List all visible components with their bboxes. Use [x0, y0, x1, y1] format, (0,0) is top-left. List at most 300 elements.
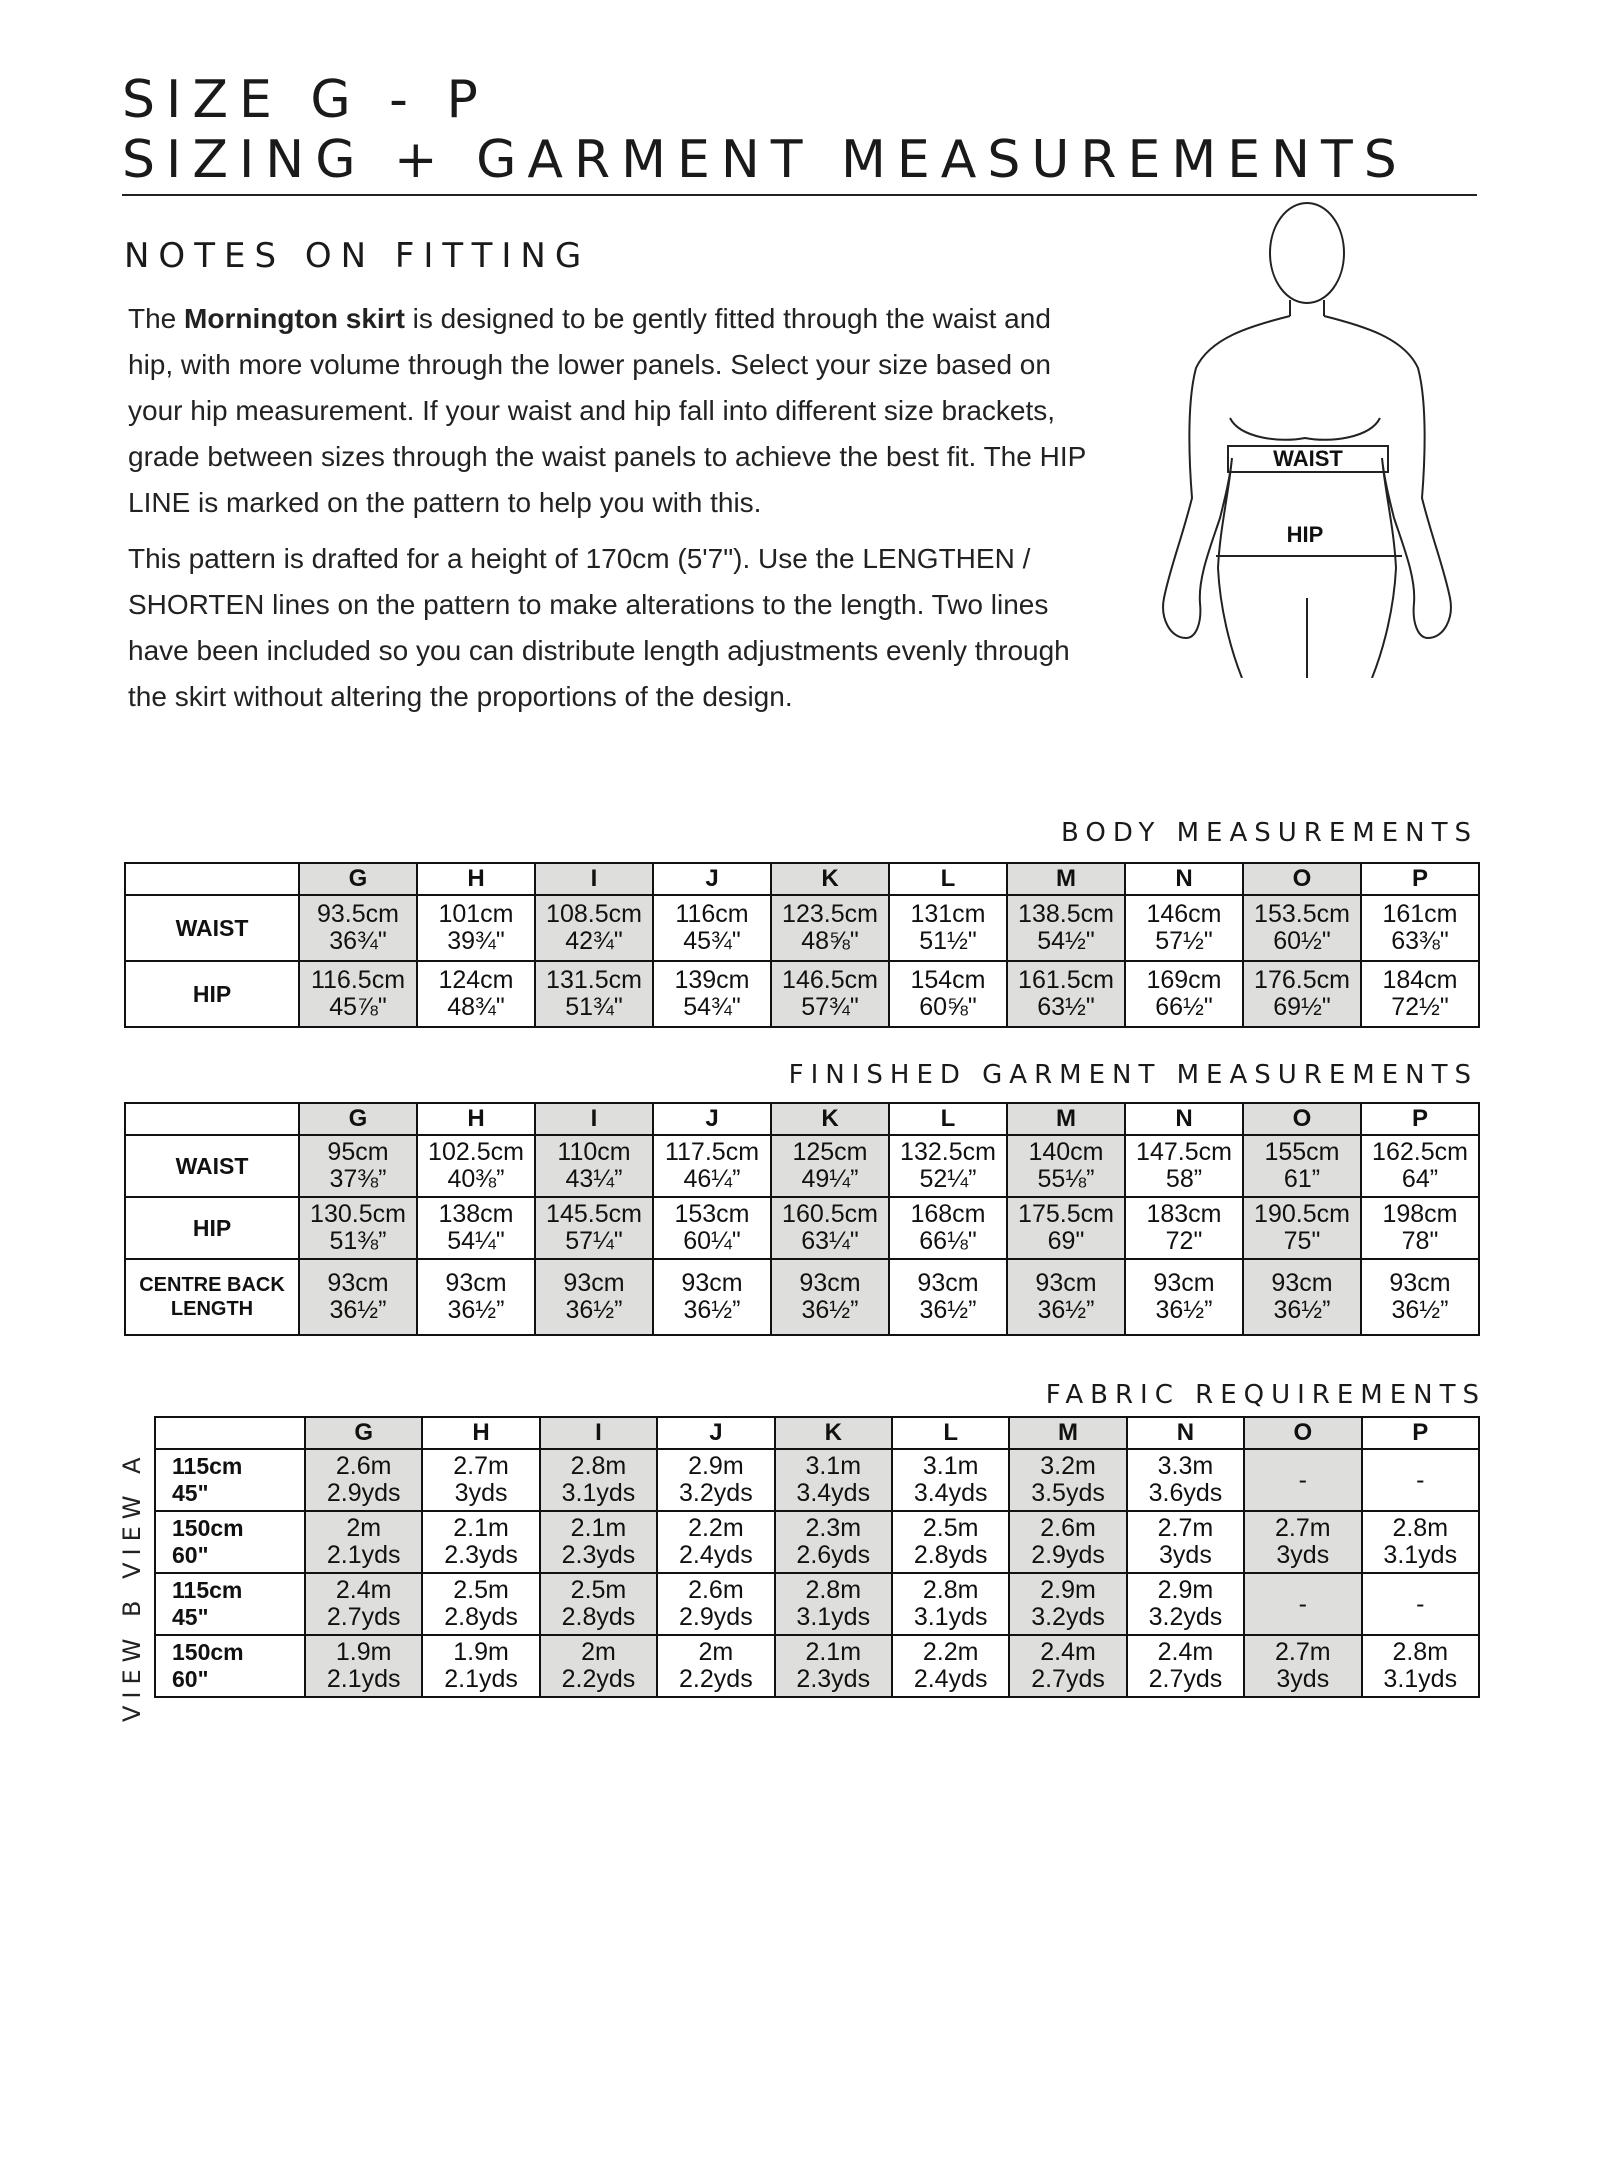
imperial-value: 48¾"	[447, 993, 505, 1021]
imperial-value: 78"	[1401, 1227, 1439, 1255]
imperial-value: 2.7yds	[1148, 1665, 1223, 1693]
figure-head	[1270, 203, 1344, 303]
size-header: O	[1243, 1103, 1361, 1135]
metric-value: 123.5cm	[782, 900, 878, 928]
measurement-cell	[1243, 1135, 1361, 1197]
metric-value: 2.8m	[570, 1452, 627, 1480]
row-label: HIP	[125, 961, 299, 1027]
measurement-cell	[1361, 961, 1479, 1027]
imperial-value: 3.4yds	[796, 1479, 871, 1507]
imperial-value: 2.3yds	[796, 1665, 871, 1693]
row-label: HIP	[125, 1197, 299, 1259]
metric-value: 131.5cm	[546, 966, 642, 994]
metric-value: 2.2m	[688, 1514, 744, 1542]
measurement-cell	[1007, 895, 1125, 961]
imperial-value: 51¾"	[565, 993, 623, 1021]
measurement-cell	[422, 1511, 539, 1573]
metric-value: 93cm	[1389, 1269, 1451, 1297]
imperial-value: 2.9yds	[1031, 1541, 1105, 1569]
metric-value: 93cm	[1035, 1269, 1097, 1297]
imperial-value: 39¾"	[447, 927, 505, 955]
figure-bust-line	[1230, 418, 1380, 440]
metric-value: 146.5cm	[782, 966, 878, 994]
size-header: L	[892, 1417, 1009, 1449]
imperial-value: 72½"	[1391, 993, 1449, 1021]
metric-value: 3.1m	[805, 1452, 862, 1480]
metric-value: 2.4m	[335, 1576, 392, 1604]
imperial-value: 36½”	[565, 1296, 623, 1324]
metric-value: 2.6m	[335, 1452, 392, 1480]
metric-value: 154cm	[910, 966, 986, 994]
imperial-value: 2.1yds	[326, 1541, 401, 1569]
measurement-cell	[657, 1635, 774, 1697]
measurement-cell	[1125, 1135, 1243, 1197]
metric-value: 168cm	[910, 1200, 986, 1228]
size-header: P	[1361, 1103, 1479, 1135]
imperial-value: 3.1yds	[796, 1603, 871, 1631]
metric-value: 2.8m	[1392, 1638, 1449, 1666]
measurement-cell	[540, 1449, 657, 1511]
size-header: G	[299, 1103, 417, 1135]
metric-value: 140cm	[1028, 1138, 1104, 1166]
measurement-cell	[1125, 1197, 1243, 1259]
measurement-cell	[1362, 1635, 1479, 1697]
metric-value: 2.6m	[688, 1576, 744, 1604]
imperial-value: 3yds	[1276, 1665, 1330, 1693]
measurement-cell	[775, 1635, 892, 1697]
measurement-cell	[1243, 895, 1361, 961]
size-header: M	[1009, 1417, 1126, 1449]
table-row	[125, 1197, 1479, 1259]
measurement-cell	[305, 1449, 422, 1511]
size-header: N	[1125, 1103, 1243, 1135]
metric-value: 2.7m	[1157, 1514, 1214, 1542]
measurement-cell	[1243, 961, 1361, 1027]
size-header-row	[155, 1417, 1479, 1449]
measurement-cell	[775, 1573, 892, 1635]
measurement-cell	[889, 961, 1007, 1027]
measurement-cell	[653, 1197, 771, 1259]
figure-torso-left	[1163, 316, 1290, 678]
measurement-cell	[653, 1135, 771, 1197]
imperial-value: 3yds	[1276, 1541, 1330, 1569]
imperial-value: 3.2yds	[679, 1479, 753, 1507]
measurement-cell	[1127, 1449, 1244, 1511]
row-label-line-2: 45"	[172, 1480, 209, 1506]
imperial-value: 3.1yds	[561, 1479, 636, 1507]
size-header: K	[771, 1103, 889, 1135]
imperial-value: 2.6yds	[796, 1541, 871, 1569]
metric-value: 3.2m	[1040, 1452, 1096, 1480]
measurement-cell	[1125, 1259, 1243, 1335]
metric-value: 2.9m	[688, 1452, 744, 1480]
metric-value: 93cm	[563, 1269, 625, 1297]
metric-value: 183cm	[1146, 1200, 1222, 1228]
notes-product-name: Mornington skirt	[184, 303, 405, 334]
metric-value: 2.4m	[1157, 1638, 1214, 1666]
finished-garment-table	[124, 1102, 1480, 1336]
imperial-value: 72"	[1165, 1227, 1203, 1255]
metric-value: 93cm	[1271, 1269, 1333, 1297]
body-measurements-table	[124, 862, 1480, 1028]
imperial-value: 60¼"	[683, 1227, 741, 1255]
measurement-cell	[1244, 1449, 1361, 1511]
measurement-cell	[1243, 1259, 1361, 1335]
metric-value: 2m	[698, 1638, 734, 1666]
size-header: K	[771, 863, 889, 895]
figure-waist-label: WAIST	[1273, 446, 1343, 471]
size-header: M	[1007, 1103, 1125, 1135]
size-header: I	[535, 1103, 653, 1135]
imperial-value: 2.8yds	[561, 1603, 636, 1631]
view-side-label: VIEW B VIEW A	[118, 1450, 146, 1722]
size-header: J	[657, 1417, 774, 1449]
imperial-value: 36½”	[1391, 1296, 1449, 1324]
measurement-cell	[889, 895, 1007, 961]
measurement-cell	[892, 1449, 1009, 1511]
measurement-cell	[1009, 1573, 1126, 1635]
imperial-value: 2.1yds	[444, 1665, 518, 1693]
imperial-value: 36½”	[1273, 1296, 1331, 1324]
metric-value: 2.1m	[453, 1514, 509, 1542]
measurement-cell	[1007, 1197, 1125, 1259]
imperial-value: 55⅛”	[1037, 1165, 1095, 1193]
imperial-value: 54¼"	[447, 1227, 505, 1255]
metric-value: 153cm	[674, 1200, 750, 1228]
imperial-value: 2.4yds	[679, 1541, 753, 1569]
table-row	[155, 1511, 1479, 1573]
row-label-line-2: 45"	[172, 1604, 209, 1630]
measurement-cell	[1007, 961, 1125, 1027]
metric-value: 145.5cm	[546, 1200, 642, 1228]
measurement-cell	[889, 1259, 1007, 1335]
metric-value: 198cm	[1382, 1200, 1458, 1228]
metric-value: 93cm	[1153, 1269, 1215, 1297]
corner-cell	[125, 863, 299, 895]
row-label-line-1: 150cm	[172, 1515, 244, 1541]
imperial-value: 45⅞"	[329, 993, 387, 1021]
row-label	[155, 1573, 305, 1635]
imperial-value: 2.3yds	[444, 1541, 518, 1569]
measurement-cell	[540, 1511, 657, 1573]
imperial-value: 63¼"	[801, 1227, 859, 1255]
metric-value: 2.5m	[570, 1576, 627, 1604]
metric-value: 2.5m	[922, 1514, 979, 1542]
imperial-value: 36½”	[329, 1296, 387, 1324]
measurement-cell	[771, 961, 889, 1027]
size-header-row	[125, 1103, 1479, 1135]
imperial-value: 36½”	[447, 1296, 505, 1324]
imperial-value: 54½"	[1037, 927, 1095, 955]
body-figure-illustration	[1130, 198, 1480, 678]
measurement-cell	[892, 1635, 1009, 1697]
imperial-value: 64”	[1401, 1165, 1439, 1193]
notes-paragraph-1	[128, 296, 1098, 526]
measurement-cell	[892, 1511, 1009, 1573]
imperial-value: 3.1yds	[913, 1603, 988, 1631]
metric-value: 124cm	[438, 966, 514, 994]
measurement-cell	[1361, 1197, 1479, 1259]
metric-value: 1.9m	[453, 1638, 509, 1666]
imperial-value: 52¼”	[919, 1165, 977, 1193]
metric-value: 146cm	[1146, 900, 1222, 928]
metric-value: 93cm	[799, 1269, 861, 1297]
metric-value: 125cm	[792, 1138, 868, 1166]
row-label	[155, 1635, 305, 1697]
measurement-cell	[653, 1259, 771, 1335]
measurement-cell	[299, 1197, 417, 1259]
metric-value: 101cm	[438, 900, 514, 928]
metric-value: 132.5cm	[900, 1138, 996, 1166]
metric-value: 110cm	[557, 1138, 631, 1166]
table-row	[155, 1635, 1479, 1697]
imperial-value: 43¼”	[565, 1165, 623, 1193]
metric-value: 102.5cm	[428, 1138, 524, 1166]
size-header: J	[653, 1103, 771, 1135]
fabric-requirements-heading: FABRIC REQUIREMENTS	[1045, 1380, 1486, 1410]
measurement-cell	[417, 895, 535, 961]
metric-value: 2.5m	[453, 1576, 509, 1604]
figure-hip-label: HIP	[1286, 522, 1324, 547]
size-header: P	[1362, 1417, 1479, 1449]
metric-value: 169cm	[1146, 966, 1222, 994]
finished-garment-heading: FINISHED GARMENT MEASUREMENTS	[788, 1060, 1478, 1090]
metric-value: 153.5cm	[1254, 900, 1350, 928]
title-divider	[122, 194, 1477, 196]
measurement-cell	[535, 1135, 653, 1197]
metric-value: 3.1m	[922, 1452, 979, 1480]
title-line-1: SIZE G - P	[122, 70, 489, 130]
metric-value: 138cm	[438, 1200, 514, 1228]
imperial-value: 2.2yds	[561, 1665, 636, 1693]
imperial-value: 57¾"	[801, 993, 859, 1021]
imperial-value: 3yds	[454, 1479, 508, 1507]
imperial-value: 3.2yds	[1148, 1603, 1223, 1631]
imperial-value: 57¼"	[565, 1227, 623, 1255]
size-header: L	[889, 1103, 1007, 1135]
metric-value: 2m	[581, 1638, 616, 1666]
imperial-value: 75"	[1283, 1227, 1321, 1255]
metric-value: 162.5cm	[1372, 1138, 1468, 1166]
imperial-value: 45¾"	[683, 927, 741, 955]
measurement-cell	[535, 961, 653, 1027]
metric-value: 2.8m	[805, 1576, 862, 1604]
imperial-value: 63⅜"	[1391, 927, 1449, 955]
size-header: I	[535, 863, 653, 895]
measurement-cell	[417, 961, 535, 1027]
imperial-value: 2.8yds	[444, 1603, 518, 1631]
measurement-cell	[657, 1573, 774, 1635]
row-label-line-2: LENGTH	[170, 1298, 254, 1320]
row-label	[155, 1511, 305, 1573]
measurement-cell	[299, 961, 417, 1027]
size-header: H	[417, 863, 535, 895]
metric-value: 184cm	[1382, 966, 1458, 994]
imperial-value: 61”	[1283, 1165, 1321, 1193]
metric-value: 160.5cm	[782, 1200, 878, 1228]
imperial-value: 36½”	[1037, 1296, 1095, 1324]
measurement-cell	[771, 1197, 889, 1259]
table-row	[155, 1573, 1479, 1635]
metric-value: 176.5cm	[1254, 966, 1350, 994]
size-header: H	[417, 1103, 535, 1135]
imperial-value: 3.2yds	[1031, 1603, 1105, 1631]
imperial-value: 57½"	[1155, 927, 1213, 955]
measurement-cell	[1361, 895, 1479, 961]
measurement-cell	[1244, 1635, 1361, 1697]
measurement-cell	[889, 1197, 1007, 1259]
imperial-value: 42¾"	[565, 927, 623, 955]
imperial-value: 48⅝"	[801, 927, 859, 955]
measurement-cell	[417, 1135, 535, 1197]
measurement-cell	[1361, 1135, 1479, 1197]
imperial-value: 46¼”	[683, 1165, 741, 1193]
measurement-cell	[1127, 1573, 1244, 1635]
size-header-row	[125, 863, 1479, 895]
metric-value: -	[1416, 1465, 1425, 1494]
row-label: WAIST	[125, 1135, 299, 1197]
imperial-value: 2.7yds	[326, 1603, 401, 1631]
imperial-value: 54¾"	[683, 993, 741, 1021]
metric-value: 161cm	[1382, 900, 1458, 928]
imperial-value: 60½"	[1273, 927, 1331, 955]
metric-value: 139cm	[674, 966, 750, 994]
measurement-cell	[1007, 1259, 1125, 1335]
imperial-value: 51⅜”	[329, 1227, 387, 1255]
measurement-cell	[1009, 1511, 1126, 1573]
imperial-value: 37⅜”	[329, 1165, 387, 1193]
size-header: N	[1127, 1417, 1244, 1449]
metric-value: 2.8m	[1392, 1514, 1449, 1542]
measurement-cell	[771, 1135, 889, 1197]
notes-heading: NOTES ON FITTING	[124, 236, 591, 276]
notes-text	[128, 296, 1098, 730]
metric-value: 116cm	[675, 900, 749, 928]
imperial-value: 3yds	[1159, 1541, 1212, 1569]
size-header: G	[299, 863, 417, 895]
measurement-cell	[417, 1259, 535, 1335]
measurement-cell	[422, 1635, 539, 1697]
row-label-line-1: 115cm	[172, 1577, 243, 1603]
measurement-cell	[1361, 1259, 1479, 1335]
measurement-cell	[657, 1511, 774, 1573]
metric-value: 2.2m	[922, 1638, 979, 1666]
measurement-cell	[299, 1135, 417, 1197]
measurement-cell	[305, 1511, 422, 1573]
imperial-value: 3.1yds	[1383, 1541, 1458, 1569]
measurement-cell	[771, 1259, 889, 1335]
measurement-cell	[305, 1573, 422, 1635]
imperial-value: 36½”	[683, 1296, 741, 1324]
measurement-cell	[657, 1449, 774, 1511]
measurement-cell	[422, 1449, 539, 1511]
measurement-cell	[1244, 1573, 1361, 1635]
notes-p1-post: is designed to be gently fitted through the waist and hip, with more volume through the lower panels. Select your size based on your hip measurement. If your waist and hip fall into different size brackets, grade between sizes through the waist panels to achieve the best fit. The HIP LINE is marked on the pattern to help you with this.	[128, 303, 1086, 518]
metric-value: 2.3m	[805, 1514, 862, 1542]
imperial-value: 2.9yds	[679, 1603, 753, 1631]
table-row	[125, 1135, 1479, 1197]
size-header: I	[540, 1417, 657, 1449]
measurement-cell	[775, 1511, 892, 1573]
metric-value: 2.9m	[1040, 1576, 1096, 1604]
figure-torso-right	[1324, 316, 1451, 678]
size-header: K	[775, 1417, 892, 1449]
table-row	[125, 961, 1479, 1027]
metric-value: 2.4m	[1040, 1638, 1096, 1666]
table-row	[125, 895, 1479, 961]
metric-value: 1.9m	[335, 1638, 392, 1666]
metric-value: 95cm	[327, 1138, 389, 1166]
imperial-value: 2.8yds	[913, 1541, 988, 1569]
measurement-cell	[1244, 1511, 1361, 1573]
corner-cell	[155, 1417, 305, 1449]
metric-value: -	[1298, 1589, 1307, 1618]
metric-value: 108.5cm	[546, 900, 642, 928]
corner-cell	[125, 1103, 299, 1135]
measurement-cell	[653, 961, 771, 1027]
imperial-value: 69½"	[1273, 993, 1331, 1021]
measurement-cell	[1125, 961, 1243, 1027]
row-label-line-1: 150cm	[172, 1639, 244, 1665]
imperial-value: 2.7yds	[1031, 1665, 1105, 1693]
metric-value: 161.5cm	[1018, 966, 1114, 994]
metric-value: 131cm	[910, 900, 986, 928]
metric-value: 93cm	[327, 1269, 389, 1297]
metric-value: 2.7m	[453, 1452, 509, 1480]
metric-value: 2.1m	[570, 1514, 627, 1542]
measurement-cell	[1362, 1511, 1479, 1573]
imperial-value: 69"	[1047, 1227, 1085, 1255]
imperial-value: 66½"	[1155, 993, 1213, 1021]
measurement-cell	[535, 895, 653, 961]
metric-value: 175.5cm	[1018, 1200, 1114, 1228]
measurement-cell	[1362, 1573, 1479, 1635]
notes-p1-pre: The	[128, 303, 185, 334]
measurement-cell	[540, 1573, 657, 1635]
imperial-value: 2.3yds	[561, 1541, 636, 1569]
page-title	[122, 70, 1408, 190]
imperial-value: 40⅜”	[447, 1165, 505, 1193]
size-header: O	[1243, 863, 1361, 895]
imperial-value: 66⅛"	[919, 1227, 977, 1255]
imperial-value: 2.4yds	[913, 1665, 988, 1693]
size-header: L	[889, 863, 1007, 895]
metric-value: 2.1m	[805, 1638, 862, 1666]
measurement-cell	[1009, 1449, 1126, 1511]
measurement-cell	[299, 895, 417, 961]
row-label-line-1: CENTRE BACK	[139, 1274, 285, 1296]
metric-value: 2.8m	[922, 1576, 979, 1604]
size-header: P	[1361, 863, 1479, 895]
size-header: M	[1007, 863, 1125, 895]
measurement-cell	[417, 1197, 535, 1259]
measurement-cell	[1127, 1511, 1244, 1573]
measurement-cell	[1362, 1449, 1479, 1511]
measurement-cell	[1125, 895, 1243, 961]
imperial-value: 60⅝"	[919, 993, 977, 1021]
measurement-cell	[535, 1197, 653, 1259]
row-label-line-1: 115cm	[172, 1453, 243, 1479]
row-label: WAIST	[125, 895, 299, 961]
measurement-cell	[1243, 1197, 1361, 1259]
metric-value: 2m	[346, 1514, 382, 1542]
size-header: J	[653, 863, 771, 895]
size-header: N	[1125, 863, 1243, 895]
imperial-value: 36½”	[1155, 1296, 1213, 1324]
imperial-value: 36¾"	[329, 927, 387, 955]
size-header: H	[422, 1417, 539, 1449]
imperial-value: 2.1yds	[326, 1665, 401, 1693]
